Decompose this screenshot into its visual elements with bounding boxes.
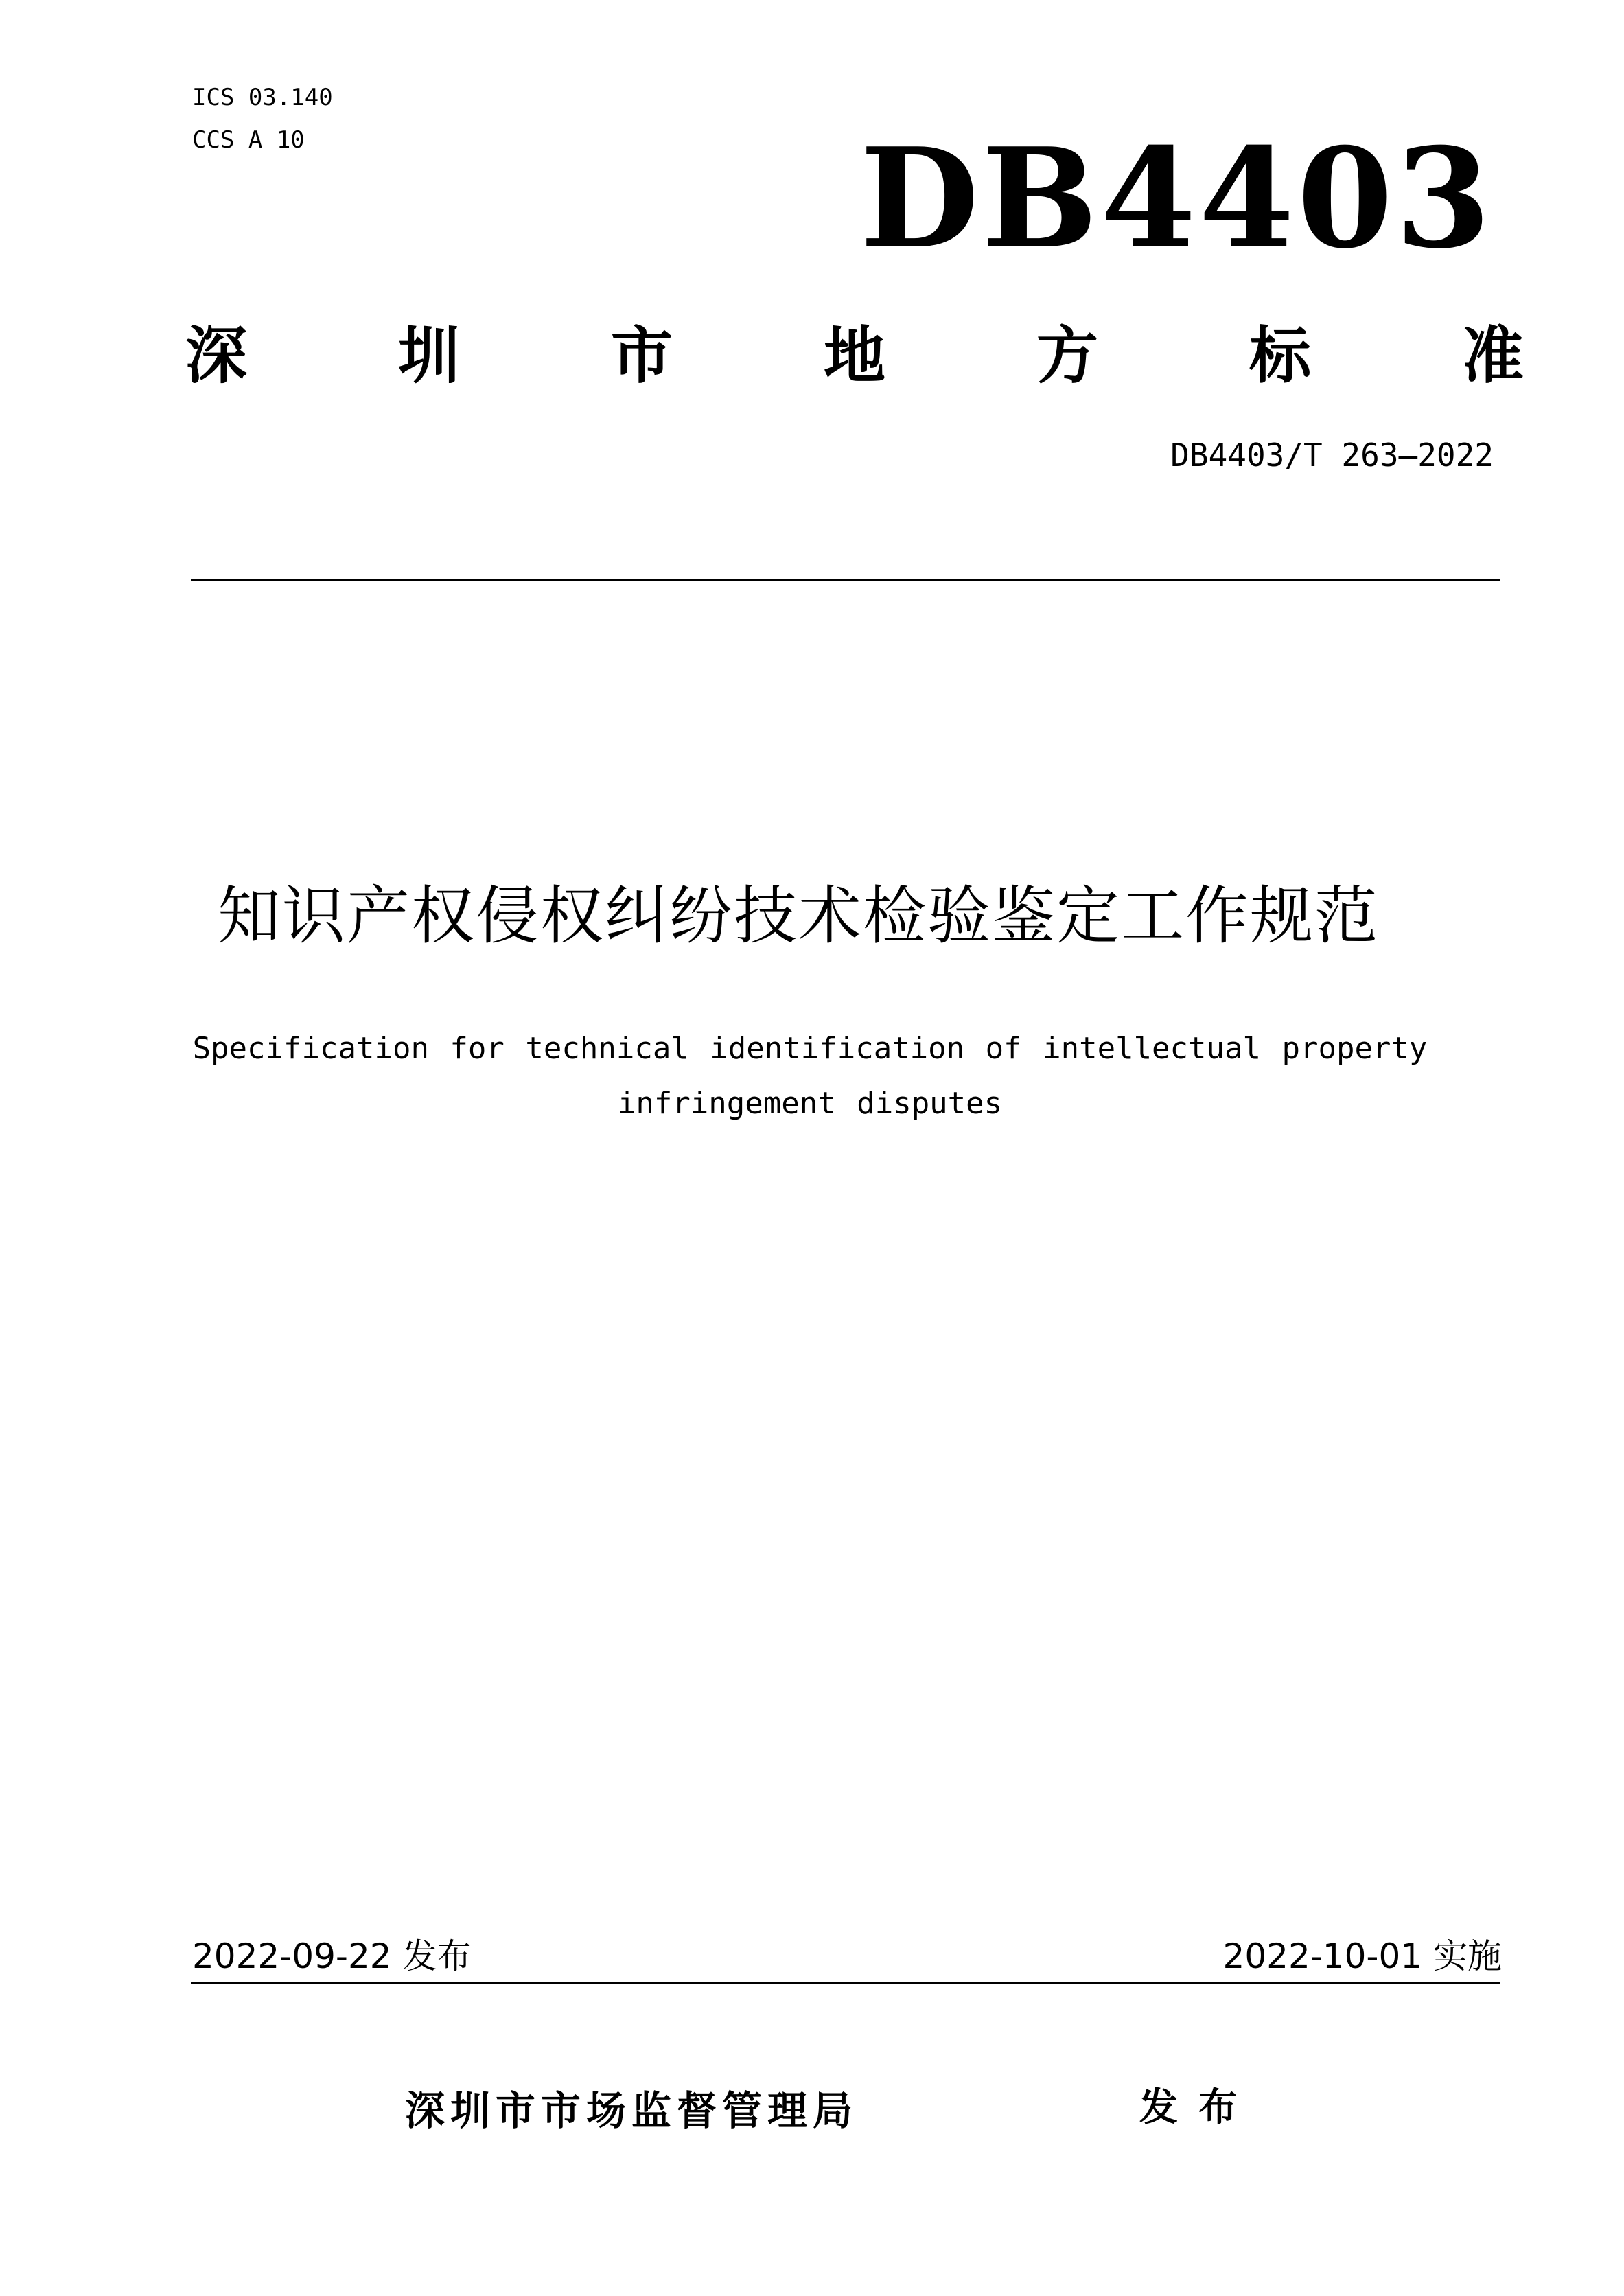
standard-type-char: 市: [611, 320, 673, 392]
standard-number: DB4403/T 263—2022: [1170, 437, 1494, 474]
publish-label: 发布: [1139, 2085, 1257, 2130]
standard-type-char: 地: [824, 320, 885, 392]
issue-date: 2022-09-22 发布: [192, 1936, 472, 1976]
standard-type-char: 准: [1462, 320, 1524, 392]
chinese-title: 知识产权侵权纠纷技术检验鉴定工作规范: [217, 879, 1379, 953]
implementation-date: 2022-10-01 实施: [1222, 1936, 1502, 1976]
english-title: [137, 1021, 1483, 1131]
bottom-divider: [191, 1982, 1500, 1984]
publisher-name: 深圳市市场监督管理局: [405, 2087, 859, 2134]
english-title-line: Specification for technical identification of intellectual property: [192, 1031, 1428, 1066]
standard-type-char: 圳: [398, 320, 460, 392]
standard-type-char: 标: [1249, 320, 1311, 392]
ccs-code: CCS A 10: [192, 126, 305, 154]
top-divider: [191, 579, 1500, 581]
standard-type-char: 深: [185, 320, 247, 392]
db-mark: DB4403: [859, 118, 1494, 279]
standard-type-heading: [185, 309, 1524, 391]
english-title-line: infringement disputes: [617, 1086, 1003, 1121]
standard-type-char: 方: [1036, 320, 1098, 392]
ics-code: ICS 03.140: [192, 84, 333, 111]
